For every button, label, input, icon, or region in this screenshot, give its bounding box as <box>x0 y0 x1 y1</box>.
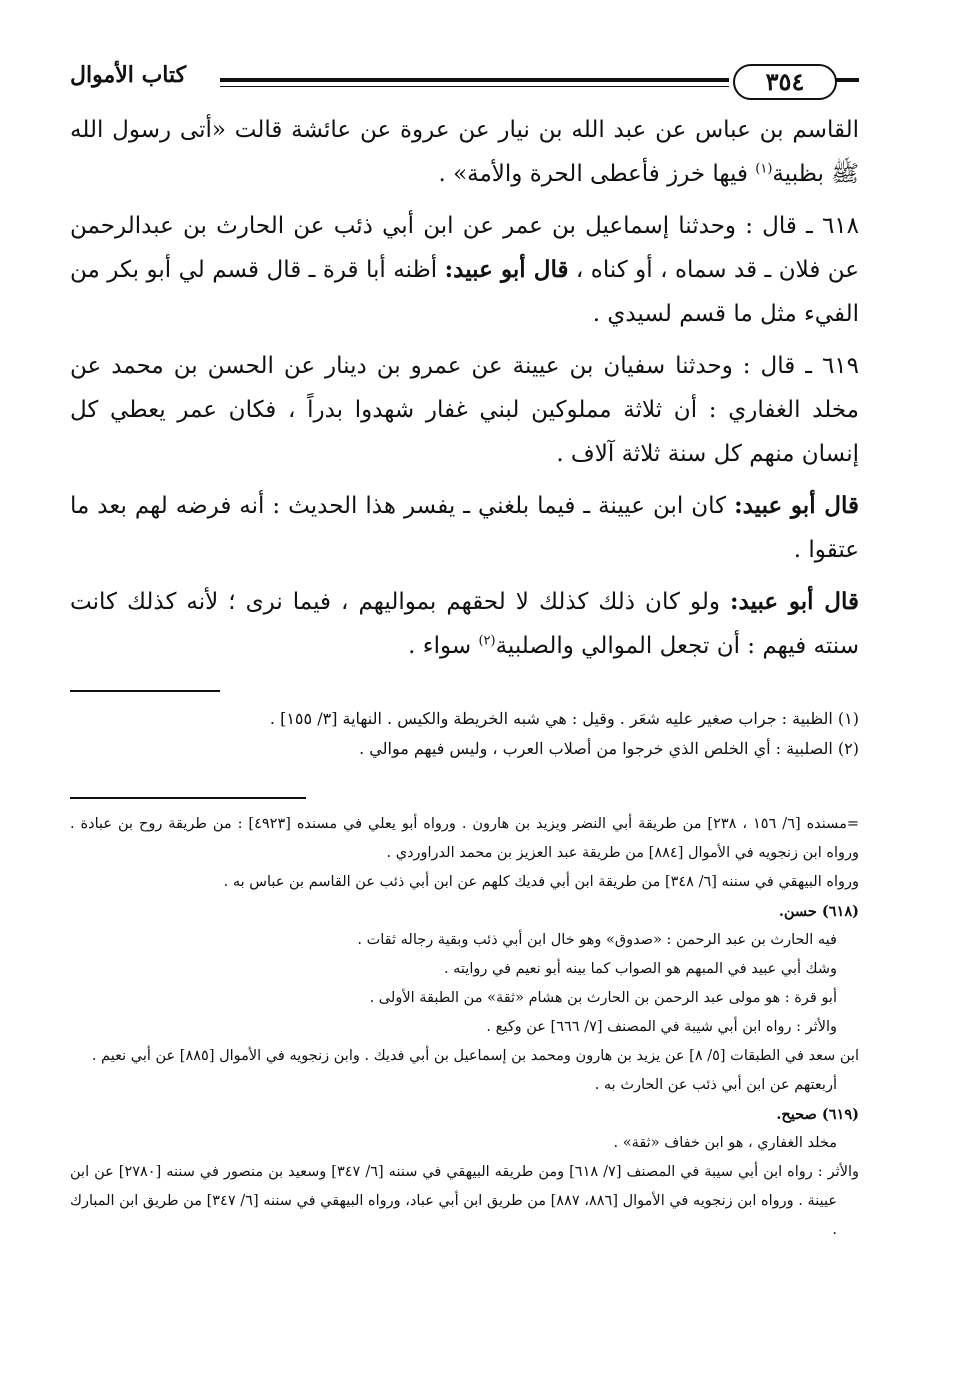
takhrij-line: مخلد الغفاري ، هو ابن خفاف «ثقة» . <box>613 1135 837 1151</box>
paragraph-text: ولو كان ذلك كذلك لا لحقهم بمواليهم ، فيما نرى ؛ لأنه كذلك كانت سنته فيهم : أن تجعل الموالي والصلبية <box>70 589 859 659</box>
header-rule-right <box>835 78 859 82</box>
speaker-label: قال أبو عبيد: <box>734 492 859 519</box>
paragraph-text-end: أظنه أبا قرة ـ قال قسم لي أبو بكر من الفيء مثل ما قسم لسيدي . <box>70 257 859 327</box>
footnote-ref-2: (٢) <box>478 633 496 649</box>
paragraph-619: ٦١٩ ـ قال : وحدثنا سفيان بن عيينة عن عمرو بن دينار عن الحسن بن محمد عن مخلد الغفاري : أن ثلاثة مملوكين لبني غفار شهدوا بدراً ، فكان عمر يعطي كل إنسان منهم كل سنة ثلاثة آلاف . <box>70 353 859 467</box>
takhrij-line: فيه الحارث بن عبد الرحمن : «صدوق» وهو خال ابن أبي ذئب وبقية رجاله ثقات . <box>357 932 837 948</box>
paragraph-text-end: سواء . <box>408 633 479 659</box>
takhrij-line: ورواه البيهقي في سننه [٦/ ٣٤٨] من طريقة ابن أبي فديك كلهم عن ابن أبي ذئب عن القاسم بن عباس به . <box>223 874 859 890</box>
paragraph-abu-ubayd-2 <box>70 580 859 668</box>
footnote-2: (٢) الصلبية : أي الخلص الذي خرجوا من أصلاب العرب ، وليس فيهم موالي . <box>359 739 859 758</box>
speaker-label: قال أبو عبيد: <box>729 588 859 615</box>
page <box>70 0 859 1382</box>
takhrij-line: أبو قرة : هو مولى عبد الرحمن بن الحارث بن هشام «ثقة» من الطبقة الأولى . <box>369 990 837 1006</box>
main-text <box>70 108 859 676</box>
footnote-divider <box>70 690 220 692</box>
paragraph-text: ٦١٨ ـ قال : وحدثنا إسماعيل بن عمر عن ابن أبي ذئب عن الحارث بن عبدالرحمن عن فلان ـ قد سماه ، أو كناه ، <box>70 213 859 283</box>
paragraph-continuation <box>70 108 859 196</box>
book-title: كتاب الأموال <box>70 62 187 88</box>
page-header <box>70 58 859 108</box>
takhrij-line: =مسنده [٦/ ١٥٦ ، ٢٣٨] من طريقة أبي النضر ويزيد بن هارون . ورواه أبو يعلي في مسنده [٤٩٢٣] : من طريقة روح بن عبادة . ورواه ابن زنجويه في الأموال [٨٨٤] من طريقة عبد العزيز بن محمد الدراوردي . <box>70 816 860 861</box>
takhrij-line: والأثر : رواه ابن أبي سيبة في المصنف [٧/ ٦١٨] ومن طريقه البيهقي في سننه [٦/ ٣٤٧] وسعيد بن منصور في سننه [٢٧٨٠] عن ابن عيينة . ورواه ابن زنجويه في الأموال [٨٨٦، ٨٨٧] من طريق ابن أبي عباد، ورواه البيهقي في سننه [٦/ ٣٤٧] من طريق ابن المبارك . <box>70 1164 860 1238</box>
takhrij-line: ابن سعد في الطبقات [٥/ ٨] عن يزيد بن هارون ومحمد بن إسماعيل بن أبي فديك . وابن زنجويه في الأموال [٨٨٥] عن أبي نعيم . <box>91 1048 859 1064</box>
paragraph-text: القاسم بن عباس عن عبد الله بن نيار عن عروة عن عائشة قالت «أتى رسول الله ﷺ بظبية <box>70 117 859 187</box>
paragraph-text: كان ابن عيينة ـ فيما بلغني ـ يفسر هذا الحديث : أنه فرضه لهم بعد ما عتقوا . <box>70 493 859 563</box>
takhrij-heading-618: (٦١٨) حسن. <box>778 903 859 920</box>
page-number: ٣٥٤ <box>733 64 837 100</box>
takhrij-notes <box>70 810 859 1245</box>
takhrij-line: وشك أبي عبيد في المبهم هو الصواب كما بينه أبو نعيم في روايته . <box>443 961 837 977</box>
speaker-label: قال أبو عبيد: <box>444 256 569 283</box>
takhrij-heading-619: (٦١٩) صحيح. <box>776 1106 859 1123</box>
paragraph-abu-ubayd-1 <box>70 484 859 572</box>
footnote-1: (١) الظبية : جراب صغير عليه شعَر . وقيل : هي شبه الخريطة والكيس . النهاية [٣/ ١٥٥] . <box>269 709 859 728</box>
header-rule-thick <box>220 78 729 82</box>
footnotes <box>70 704 859 764</box>
takhrij-divider <box>70 797 306 799</box>
footnote-ref-1: (١) <box>755 161 773 177</box>
paragraph-text-end: فيها خرز فأعطى الحرة والأمة» . <box>438 161 756 187</box>
header-rule-thin <box>220 86 729 87</box>
takhrij-line: أربعتهم عن ابن أبي ذئب عن الحارث به . <box>594 1077 837 1093</box>
paragraph-618 <box>70 204 859 336</box>
takhrij-line: والأثر : رواه ابن أبي شيبة في المصنف [٧/ ٦٦٦] عن وكيع . <box>486 1019 837 1035</box>
